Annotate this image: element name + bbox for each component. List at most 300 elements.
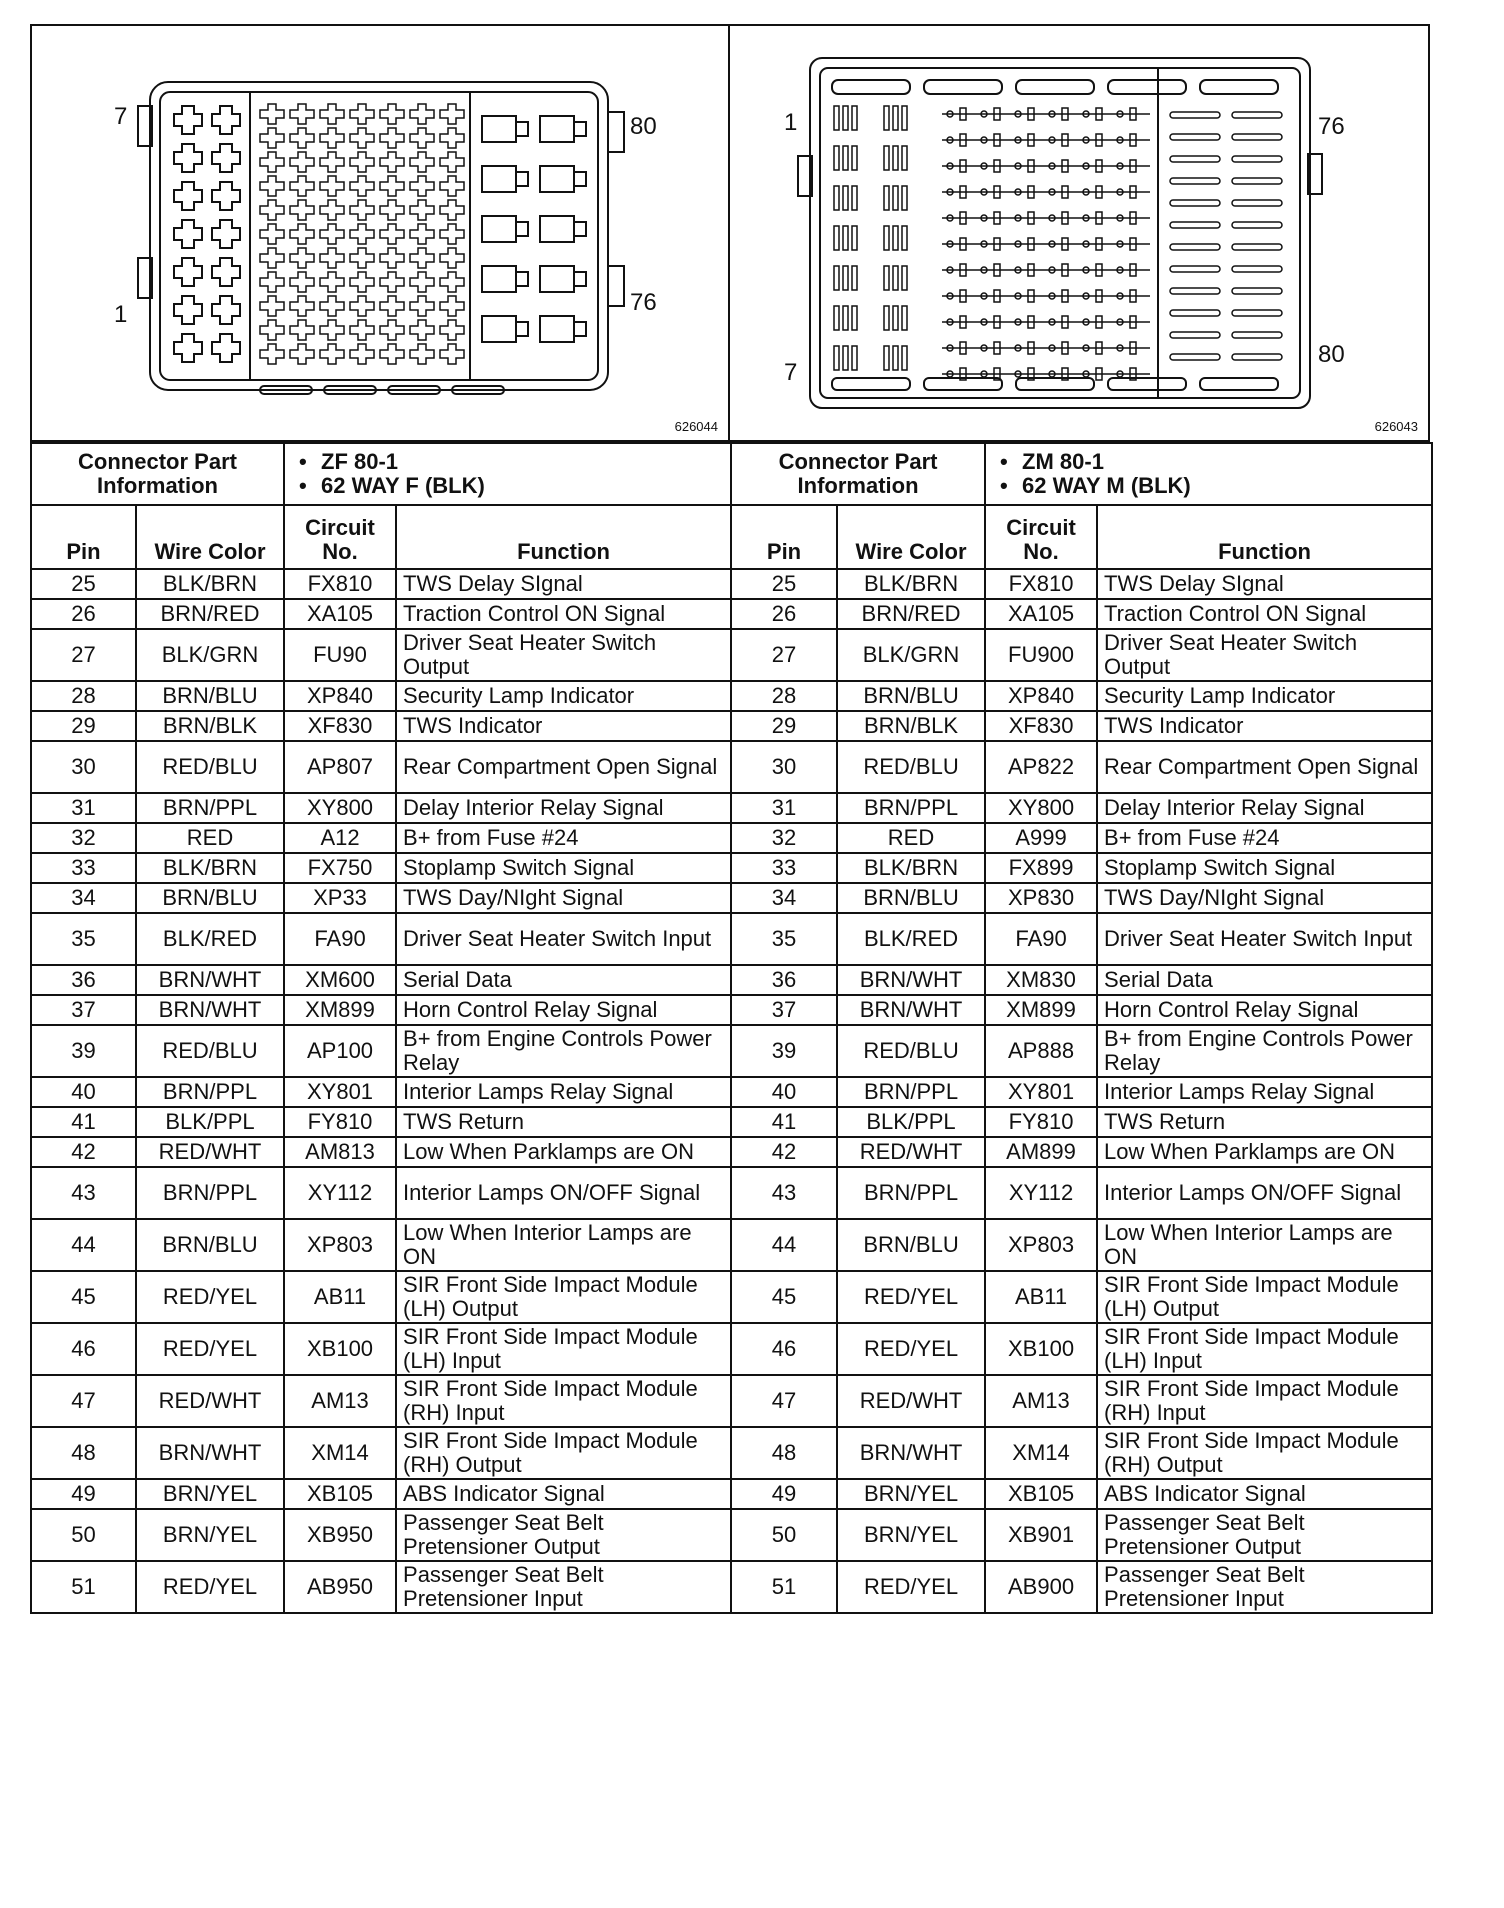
header-pin: Pin [732,505,837,569]
circuit-no-cell: XB100 [985,1323,1097,1375]
function-cell: TWS Delay SIgnal [1097,569,1432,599]
terminal-cavity [482,116,516,142]
wire-color-cell: RED/WHT [837,1375,985,1427]
connector-sheet [30,24,1430,1614]
wire-color-cell: BRN/RED [136,599,284,629]
terminal-blade [1170,134,1220,140]
terminal-cavity [350,224,374,244]
terminal-pin [843,186,848,210]
wire-color-cell: BRN/BLU [136,681,284,711]
terminal-blade [1170,222,1220,228]
terminal-cavity [212,144,240,172]
terminal-cavity [320,320,344,340]
circuit-no-cell: XM14 [284,1427,396,1479]
terminal-blade [1170,266,1220,272]
terminal-cavity [380,152,404,172]
table-row [31,569,731,599]
terminal-pin [902,266,907,290]
wire-color-cell: BRN/PPL [837,793,985,823]
pin-cell: 32 [31,823,136,853]
terminal-cavity [410,152,434,172]
table-row [732,913,1432,965]
terminal-pin [852,266,857,290]
circuit-no-cell: FU900 [985,629,1097,681]
wire-color-cell: RED/WHT [837,1137,985,1167]
pin-cell: 27 [732,629,837,681]
pin-label: 80 [630,113,657,140]
function-cell: Passenger Seat Belt Pretensioner Input [396,1561,731,1613]
connector-info-row [732,443,1432,505]
terminal-cavity [260,176,284,196]
function-cell: B+ from Engine Controls Power Relay [396,1025,731,1077]
male-connector-table [732,442,1433,1614]
terminal-cavity [260,152,284,172]
wire-color-cell: RED/YEL [136,1323,284,1375]
circuit-no-cell: XY801 [284,1077,396,1107]
wire-color-cell: BLK/BRN [136,569,284,599]
wire-color-cell: BLK/BRN [136,853,284,883]
terminal-cavity [320,296,344,316]
function-cell: Interior Lamps ON/OFF Signal [396,1167,731,1219]
circuit-no-cell: XP803 [284,1219,396,1271]
circuit-no-cell: XB100 [284,1323,396,1375]
function-cell: TWS Delay SIgnal [396,569,731,599]
function-cell: Interior Lamps ON/OFF Signal [1097,1167,1432,1219]
circuit-no-cell: XP840 [284,681,396,711]
table-row [31,1025,731,1077]
wire-color-cell: BRN/BLU [837,681,985,711]
circuit-no-cell: A12 [284,823,396,853]
pin-cell: 33 [31,853,136,883]
table-header-row [31,505,731,569]
terminal-blade [1232,310,1282,316]
circuit-no-cell: FA90 [284,913,396,965]
terminal-cavity [260,248,284,268]
terminal-cavity [516,172,528,186]
terminal-cavity [516,272,528,286]
header-function: Function [1097,505,1432,569]
terminal-cavity [410,224,434,244]
key-slot [1200,80,1278,94]
terminal-cavity [350,104,374,124]
terminal-blade [1232,288,1282,294]
terminal-cavity [290,224,314,244]
terminal-cavity [290,296,314,316]
terminal-blade [1232,266,1282,272]
terminal-cavity [380,248,404,268]
table-row [732,741,1432,793]
male-connector-figure [730,24,1430,442]
wire-color-cell: BRN/PPL [136,793,284,823]
table-row [31,1107,731,1137]
wire-color-cell: RED/YEL [136,1561,284,1613]
function-cell: Traction Control ON Signal [396,599,731,629]
terminal-pin [893,146,898,170]
table-row [732,995,1432,1025]
wire-color-cell: BLK/RED [136,913,284,965]
terminal-cavity [174,258,202,286]
function-cell: TWS Return [396,1107,731,1137]
pin-cell: 30 [31,741,136,793]
terminal-cavity [260,272,284,292]
terminal-cavity [482,316,516,342]
terminal-cavity [290,272,314,292]
circuit-no-cell: AM13 [284,1375,396,1427]
terminal-cavity [320,200,344,220]
terminal-cavity [212,220,240,248]
terminal-cavity [320,344,344,364]
wire-color-cell: BLK/GRN [136,629,284,681]
terminal-pin [902,306,907,330]
function-cell: SIR Front Side Impact Module (LH) Output [396,1271,731,1323]
table-row [732,793,1432,823]
terminal-pin [852,306,857,330]
wire-color-cell: BRN/YEL [837,1479,985,1509]
wire-color-cell: RED/WHT [136,1375,284,1427]
table-row [732,1107,1432,1137]
pin-cell: 42 [732,1137,837,1167]
terminal-pin [884,186,889,210]
table-row [31,1375,731,1427]
table-row [31,1271,731,1323]
table-row [31,1561,731,1613]
wire-color-cell: BLK/PPL [136,1107,284,1137]
terminal-cavity [212,334,240,362]
wire-color-cell: BRN/WHT [136,1427,284,1479]
terminal-pin [834,226,839,250]
female-connector-figure [30,24,730,442]
terminal-blade [1170,200,1220,206]
circuit-no-cell: FX810 [985,569,1097,599]
terminal-cavity [440,224,464,244]
wire-color-cell: BRN/BLU [837,1219,985,1271]
function-cell: ABS Indicator Signal [1097,1479,1432,1509]
wire-color-cell: BRN/BLU [837,883,985,913]
terminal-cavity [260,296,284,316]
terminal-cavity [540,266,574,292]
pin-cell: 35 [732,913,837,965]
terminal-cavity [482,216,516,242]
table-row [732,1427,1432,1479]
table-row [31,1077,731,1107]
function-cell: Security Lamp Indicator [396,681,731,711]
terminal-cavity [290,104,314,124]
terminal-pin [893,106,898,130]
connector-info-values [985,443,1432,505]
figure-id: 626044 [674,419,718,434]
terminal-cavity [440,128,464,148]
terminal-cavity [260,320,284,340]
table-row [732,1375,1432,1427]
wire-color-cell: BRN/BLU [136,1219,284,1271]
function-cell: Low When Parklamps are ON [396,1137,731,1167]
header-wire-color: Wire Color [837,505,985,569]
function-cell: ABS Indicator Signal [396,1479,731,1509]
circuit-no-cell: XP840 [985,681,1097,711]
table-row [31,995,731,1025]
wire-color-cell: BRN/YEL [837,1509,985,1561]
terminal-cavity [516,222,528,236]
terminal-cavity [320,176,344,196]
table-row [31,823,731,853]
wire-color-cell: RED/YEL [837,1561,985,1613]
pin-cell: 43 [732,1167,837,1219]
pin-label: 80 [1318,341,1345,368]
pin-cell: 44 [732,1219,837,1271]
terminal-cavity [574,322,586,336]
pin-cell: 31 [31,793,136,823]
function-cell: TWS Return [1097,1107,1432,1137]
table-row [732,1077,1432,1107]
header-function: Function [396,505,731,569]
terminal-cavity [290,320,314,340]
terminal-pin [852,106,857,130]
terminal-cavity [174,106,202,134]
terminal-pin [834,146,839,170]
table-row [31,741,731,793]
header-pin: Pin [31,505,136,569]
wire-color-cell: BLK/BRN [837,853,985,883]
terminal-cavity [574,122,586,136]
circuit-no-cell: XF830 [284,711,396,741]
terminal-pin [884,106,889,130]
terminal-cavity [380,200,404,220]
pin-cell: 46 [31,1323,136,1375]
function-cell: Passenger Seat Belt Pretensioner Output [396,1509,731,1561]
circuit-no-cell: XY801 [985,1077,1097,1107]
pin-cell: 49 [31,1479,136,1509]
connector-info-row [31,443,731,505]
terminal-pin [834,306,839,330]
connector-inner-outline [160,92,598,380]
latch-tab [608,266,624,306]
wire-color-cell: BRN/BLK [136,711,284,741]
pin-label: 76 [630,289,657,316]
terminal-blade [1170,332,1220,338]
terminal-cavity [516,322,528,336]
pin-cell: 48 [31,1427,136,1479]
terminal-cavity [290,128,314,148]
pin-cell: 33 [732,853,837,883]
circuit-no-cell: AB11 [985,1271,1097,1323]
terminal-pin [834,106,839,130]
function-cell: SIR Front Side Impact Module (RH) Input [1097,1375,1432,1427]
terminal-cavity [380,320,404,340]
table-row [732,1219,1432,1271]
terminal-pin [884,346,889,370]
terminal-blade [1232,200,1282,206]
function-cell: Interior Lamps Relay Signal [396,1077,731,1107]
circuit-no-cell: A999 [985,823,1097,853]
pin-cell: 50 [732,1509,837,1561]
function-cell: Driver Seat Heater Switch Output [1097,629,1432,681]
table-row [31,711,731,741]
function-cell: Interior Lamps Relay Signal [1097,1077,1432,1107]
pin-cell: 37 [31,995,136,1025]
function-cell: B+ from Fuse #24 [396,823,731,853]
table-row [732,853,1432,883]
circuit-no-cell: XP33 [284,883,396,913]
table-header-row [732,505,1432,569]
pin-cell: 34 [732,883,837,913]
terminal-cavity [350,128,374,148]
pin-cell: 32 [732,823,837,853]
function-cell: SIR Front Side Impact Module (RH) Input [396,1375,731,1427]
function-cell: SIR Front Side Impact Module (LH) Output [1097,1271,1432,1323]
male-connector-diagram [730,26,1428,440]
pin-cell: 45 [31,1271,136,1323]
circuit-no-cell: AB11 [284,1271,396,1323]
terminal-blade [1232,178,1282,184]
terminal-cavity [574,172,586,186]
function-cell: Passenger Seat Belt Pretensioner Output [1097,1509,1432,1561]
pin-cell: 30 [732,741,837,793]
terminal-pin [834,266,839,290]
pin-cell: 51 [732,1561,837,1613]
terminal-cavity [350,320,374,340]
terminal-pin [902,346,907,370]
terminal-cavity [212,182,240,210]
terminal-pin [893,266,898,290]
function-cell: Horn Control Relay Signal [1097,995,1432,1025]
circuit-no-cell: FY810 [985,1107,1097,1137]
circuit-no-cell: XA105 [284,599,396,629]
terminal-cavity [290,344,314,364]
pin-label: 7 [784,359,798,386]
wire-color-cell: RED/BLU [136,1025,284,1077]
terminal-blade [1170,178,1220,184]
function-cell: Rear Compartment Open Signal [396,741,731,793]
wire-color-cell: BLK/RED [837,913,985,965]
terminal-pin [902,226,907,250]
pin-cell: 31 [732,793,837,823]
terminal-cavity [290,248,314,268]
table-row [732,1323,1432,1375]
table-row [31,1509,731,1561]
terminal-pin [884,146,889,170]
terminal-cavity [350,344,374,364]
terminal-cavity [540,166,574,192]
wire-color-cell: BRN/BLK [837,711,985,741]
terminal-cavity [290,176,314,196]
function-cell: Rear Compartment Open Signal [1097,741,1432,793]
pin-cell: 26 [31,599,136,629]
pin-cell: 44 [31,1219,136,1271]
pin-label: 76 [1318,113,1345,140]
pin-cell: 42 [31,1137,136,1167]
terminal-pin [902,186,907,210]
table-row [732,1137,1432,1167]
terminal-cavity [440,176,464,196]
pin-cell: 47 [732,1375,837,1427]
function-cell: SIR Front Side Impact Module (RH) Output [1097,1427,1432,1479]
terminal-cavity [380,296,404,316]
wire-color-cell: BRN/WHT [837,995,985,1025]
terminal-pin [902,106,907,130]
terminal-cavity [540,216,574,242]
circuit-no-cell: XP803 [985,1219,1097,1271]
circuit-no-cell: XY800 [985,793,1097,823]
terminal-pin [893,346,898,370]
function-cell: TWS Day/NIght Signal [1097,883,1432,913]
female-connector-table [30,442,732,1614]
terminal-pin [843,306,848,330]
terminal-cavity [440,272,464,292]
terminal-cavity [320,272,344,292]
circuit-no-cell: AP807 [284,741,396,793]
terminal-blade [1170,310,1220,316]
wire-color-cell: BRN/PPL [136,1077,284,1107]
terminal-cavity [290,152,314,172]
terminal-pin [843,106,848,130]
table-row [31,1167,731,1219]
circuit-no-cell: XB950 [284,1509,396,1561]
table-row [31,599,731,629]
terminal-cavity [574,272,586,286]
terminal-blade [1232,222,1282,228]
header-circuit-no: Circuit No. [284,505,396,569]
pin-cell: 27 [31,629,136,681]
key-slot [1108,80,1186,94]
function-cell: Driver Seat Heater Switch Input [396,913,731,965]
function-cell: SIR Front Side Impact Module (LH) Input [396,1323,731,1375]
terminal-cavity [260,224,284,244]
pin-cell: 26 [732,599,837,629]
terminal-cavity [380,344,404,364]
function-cell: Delay Interior Relay Signal [396,793,731,823]
pin-cell: 43 [31,1167,136,1219]
wire-color-cell: BRN/WHT [837,1427,985,1479]
wire-color-cell: RED/BLU [837,1025,985,1077]
circuit-no-cell: FY810 [284,1107,396,1137]
terminal-blade [1232,156,1282,162]
circuit-no-cell: FU90 [284,629,396,681]
wire-color-cell: RED/YEL [136,1271,284,1323]
function-cell: Passenger Seat Belt Pretensioner Input [1097,1561,1432,1613]
key-slot [1108,378,1186,390]
table-row [31,1323,731,1375]
table-row [732,569,1432,599]
circuit-no-cell: AP888 [985,1025,1097,1077]
pin-cell: 39 [732,1025,837,1077]
terminal-cavity [410,272,434,292]
terminal-cavity [320,248,344,268]
terminal-blade [1170,288,1220,294]
circuit-no-cell: AP100 [284,1025,396,1077]
function-cell: Low When Parklamps are ON [1097,1137,1432,1167]
circuit-no-cell: FX899 [985,853,1097,883]
pin-cell: 48 [732,1427,837,1479]
terminal-cavity [174,182,202,210]
terminal-blade [1170,354,1220,360]
connector-part-number: • ZM 80-1 [1022,450,1425,474]
key-slot [832,378,910,390]
terminal-pin [843,146,848,170]
function-cell: Low When Interior Lamps are ON [1097,1219,1432,1271]
circuit-no-cell: FX810 [284,569,396,599]
circuit-no-cell: XP830 [985,883,1097,913]
connector-description: • 62 WAY F (BLK) [321,474,724,498]
table-row [31,1479,731,1509]
circuit-no-cell: XB901 [985,1509,1097,1561]
terminal-cavity [174,144,202,172]
header-wire-color: Wire Color [136,505,284,569]
terminal-cavity [212,296,240,324]
terminal-pin [843,226,848,250]
table-row [732,599,1432,629]
terminal-pin [843,266,848,290]
pin-cell: 28 [31,681,136,711]
